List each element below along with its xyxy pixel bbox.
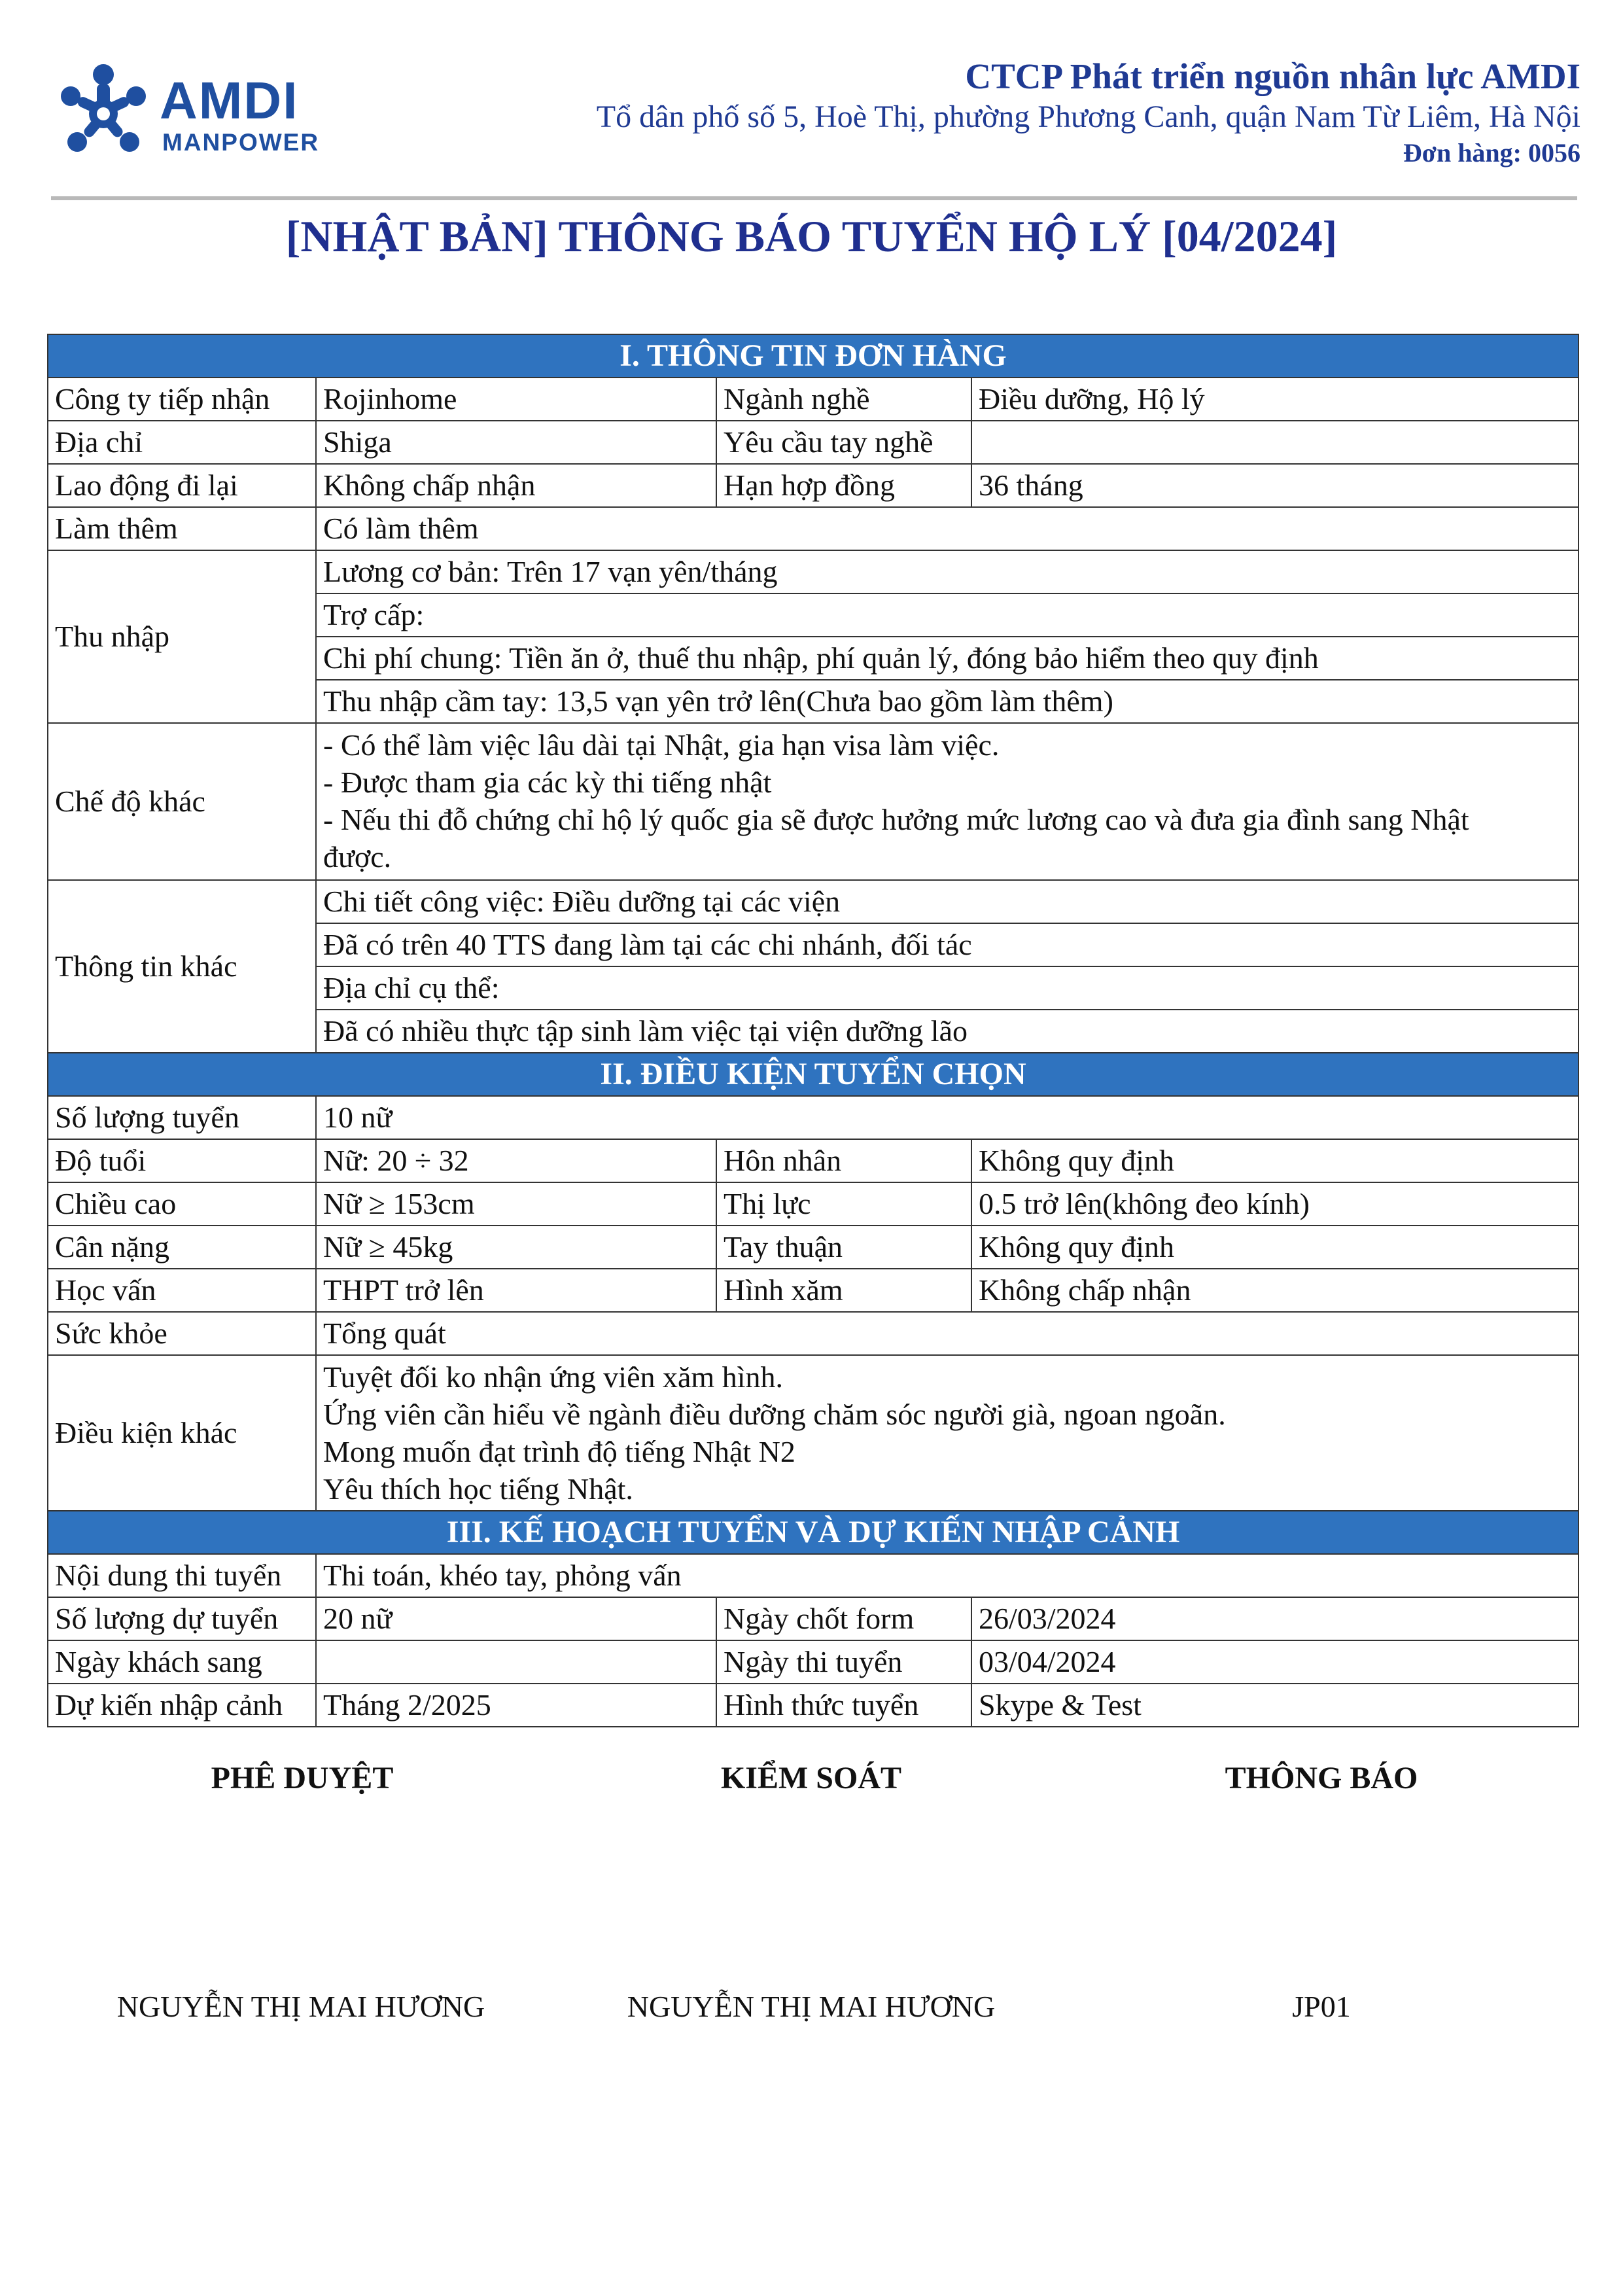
income-line: Thu nhập cầm tay: 13,5 vạn yên trở lên(Chưa bao gồm làm thêm) bbox=[316, 680, 1579, 723]
cell-label: Số lượng tuyển bbox=[48, 1096, 316, 1139]
cell-label: Làm thêm bbox=[48, 507, 316, 550]
cell-label: Hình xăm bbox=[716, 1269, 971, 1312]
cell-value: Không chấp nhận bbox=[971, 1269, 1579, 1312]
cell-value: 10 nữ bbox=[316, 1096, 1579, 1139]
logo-people-icon bbox=[51, 60, 156, 165]
table-row bbox=[48, 1312, 1579, 1355]
cell-label: Công ty tiếp nhận bbox=[48, 378, 316, 421]
cell-label: Số lượng dự tuyển bbox=[48, 1597, 316, 1640]
cell-label-income: Thu nhập bbox=[48, 550, 316, 723]
cell-value: 36 tháng bbox=[971, 464, 1579, 507]
benefit-line: được. bbox=[323, 840, 392, 874]
table-row bbox=[48, 1640, 1579, 1684]
income-line: Chi phí chung: Tiền ăn ở, thuế thu nhập, phí quản lý, đóng bảo hiểm theo quy định bbox=[316, 637, 1579, 680]
cell-label: Nội dung thi tuyển bbox=[48, 1554, 316, 1597]
company-info bbox=[597, 55, 1580, 170]
table-row bbox=[48, 1597, 1579, 1640]
cell-label: Dự kiến nhập cảnh bbox=[48, 1684, 316, 1727]
table-row bbox=[48, 1355, 1579, 1511]
cell-label: Độ tuổi bbox=[48, 1139, 316, 1182]
benefit-line: - Được tham gia các kỳ thi tiếng nhật bbox=[323, 766, 772, 799]
section-header-row bbox=[48, 1511, 1579, 1554]
condition-line: Mong muốn đạt trình độ tiếng Nhật N2 bbox=[323, 1435, 795, 1468]
cell-label: Ngày khách sang bbox=[48, 1640, 316, 1684]
header-divider bbox=[51, 196, 1577, 200]
other-info-line: Địa chỉ cụ thể: bbox=[316, 966, 1579, 1010]
table-row bbox=[48, 1182, 1579, 1226]
cell-label: Ngày chốt form bbox=[716, 1597, 971, 1640]
cell-label: Hạn hợp đồng bbox=[716, 464, 971, 507]
cell-value: Skype & Test bbox=[971, 1684, 1579, 1727]
cell-label: Sức khỏe bbox=[48, 1312, 316, 1355]
cell-label: Lao động đi lại bbox=[48, 464, 316, 507]
condition-line: Yêu thích học tiếng Nhật. bbox=[323, 1472, 633, 1506]
logo-text: AMDI bbox=[160, 71, 299, 130]
condition-line: Ứng viên cần hiểu về ngành điều dưỡng chăm sóc người già, ngoan ngoãn. bbox=[323, 1398, 1226, 1431]
table-row bbox=[48, 464, 1579, 507]
cell-value bbox=[316, 1640, 716, 1684]
cell-label: Thị lực bbox=[716, 1182, 971, 1226]
section-header-row bbox=[48, 1053, 1579, 1096]
cell-label: Tay thuận bbox=[716, 1226, 971, 1269]
page-title: [NHẬT BẢN] THÔNG BÁO TUYỂN HỘ LÝ [04/2024] bbox=[285, 211, 1338, 261]
cell-value: Nữ ≥ 45kg bbox=[316, 1226, 716, 1269]
section-3-heading: III. KẾ HOẠCH TUYỂN VÀ DỰ KIẾN NHẬP CẢNH bbox=[48, 1511, 1579, 1554]
table-row bbox=[48, 723, 1579, 880]
signature-notice-label: THÔNG BÁO bbox=[1225, 1761, 1418, 1795]
cell-value: Tháng 2/2025 bbox=[316, 1684, 716, 1727]
table-row bbox=[48, 1269, 1579, 1312]
signature-notice-name: JP01 bbox=[1292, 1990, 1351, 2023]
cell-value: 0.5 trở lên(không đeo kính) bbox=[971, 1182, 1579, 1226]
section-1-heading: I. THÔNG TIN ĐƠN HÀNG bbox=[48, 334, 1579, 378]
cell-label-other-info: Thông tin khác bbox=[48, 880, 316, 1053]
cell-value: Không quy định bbox=[971, 1139, 1579, 1182]
signature-control-label: KIỂM SOÁT bbox=[720, 1761, 902, 1795]
cell-label: Chiều cao bbox=[48, 1182, 316, 1226]
cell-label: Học vấn bbox=[48, 1269, 316, 1312]
signature-control-name: NGUYỄN THỊ MAI HƯƠNG bbox=[627, 1990, 996, 2023]
cell-label: Hình thức tuyển bbox=[716, 1684, 971, 1727]
cell-label-other-conditions: Điều kiện khác bbox=[48, 1355, 316, 1511]
cell-value: 03/04/2024 bbox=[971, 1640, 1579, 1684]
table-row bbox=[48, 507, 1579, 550]
cell-value: Nữ: 20 ÷ 32 bbox=[316, 1139, 716, 1182]
cell-value: Nữ ≥ 153cm bbox=[316, 1182, 716, 1226]
other-info-line: Chi tiết công việc: Điều dưỡng tại các viện bbox=[316, 880, 1579, 923]
cell-label: Cân nặng bbox=[48, 1226, 316, 1269]
benefit-line: - Có thể làm việc lâu dài tại Nhật, gia hạn visa làm việc. bbox=[323, 728, 1000, 762]
other-conditions-cell bbox=[316, 1355, 1579, 1511]
cell-value bbox=[971, 421, 1579, 464]
cell-value: Shiga bbox=[316, 421, 716, 464]
condition-line: Tuyệt đối ko nhận ứng viên xăm hình. bbox=[323, 1360, 783, 1394]
signature-approve-name: NGUYỄN THỊ MAI HƯƠNG bbox=[116, 1990, 485, 2023]
cell-value: 26/03/2024 bbox=[971, 1597, 1579, 1640]
table-row bbox=[48, 378, 1579, 421]
order-number: Đơn hàng: 0056 bbox=[1403, 138, 1580, 168]
table-row bbox=[48, 421, 1579, 464]
cell-value: Rojinhome bbox=[316, 378, 716, 421]
table-row bbox=[48, 1139, 1579, 1182]
cell-label: Ngành nghề bbox=[716, 378, 971, 421]
cell-value: 20 nữ bbox=[316, 1597, 716, 1640]
section-header-row bbox=[48, 334, 1579, 378]
job-info-table bbox=[47, 334, 1579, 1727]
cell-label-other-benefits: Chế độ khác bbox=[48, 723, 316, 880]
section-2-heading: II. ĐIỀU KIỆN TUYỂN CHỌN bbox=[48, 1053, 1579, 1096]
logo-subtext: MANPOWER bbox=[162, 129, 320, 156]
cell-label: Yêu cầu tay nghề bbox=[716, 421, 971, 464]
cell-value: Thi toán, khéo tay, phỏng vấn bbox=[316, 1554, 1579, 1597]
cell-value: Có làm thêm bbox=[316, 507, 1579, 550]
income-line: Lương cơ bản: Trên 17 vạn yên/tháng bbox=[316, 550, 1579, 593]
cell-label: Hôn nhân bbox=[716, 1139, 971, 1182]
table-row bbox=[48, 1226, 1579, 1269]
income-line: Trợ cấp: bbox=[316, 593, 1579, 637]
company-logo bbox=[51, 60, 326, 165]
company-name: CTCP Phát triển nguồn nhân lực AMDI bbox=[965, 56, 1580, 96]
cell-value: Điều dưỡng, Hộ lý bbox=[971, 378, 1579, 421]
cell-value: THPT trở lên bbox=[316, 1269, 716, 1312]
cell-value: Không chấp nhận bbox=[316, 464, 716, 507]
table-row bbox=[48, 1096, 1579, 1139]
signature-approve-label: PHÊ DUYỆT bbox=[211, 1761, 394, 1795]
other-benefits-cell bbox=[316, 723, 1579, 880]
cell-value: Tổng quát bbox=[316, 1312, 1579, 1355]
other-info-line: Đã có nhiều thực tập sinh làm việc tại viện dưỡng lão bbox=[316, 1010, 1579, 1053]
table-row bbox=[48, 550, 1579, 593]
cell-label: Ngày thi tuyển bbox=[716, 1640, 971, 1684]
benefit-line: - Nếu thi đỗ chứng chỉ hộ lý quốc gia sẽ được hưởng mức lương cao và đưa gia đình sang Nhật bbox=[323, 803, 1469, 836]
cell-label: Địa chỉ bbox=[48, 421, 316, 464]
cell-value: Không quy định bbox=[971, 1226, 1579, 1269]
other-info-line: Đã có trên 40 TTS đang làm tại các chi nhánh, đối tác bbox=[316, 923, 1579, 966]
table-row bbox=[48, 1554, 1579, 1597]
company-address: Tổ dân phố số 5, Hoè Thị, phường Phương Canh, quận Nam Từ Liêm, Hà Nội bbox=[596, 99, 1580, 134]
table-row bbox=[48, 1684, 1579, 1727]
table-row bbox=[48, 880, 1579, 923]
